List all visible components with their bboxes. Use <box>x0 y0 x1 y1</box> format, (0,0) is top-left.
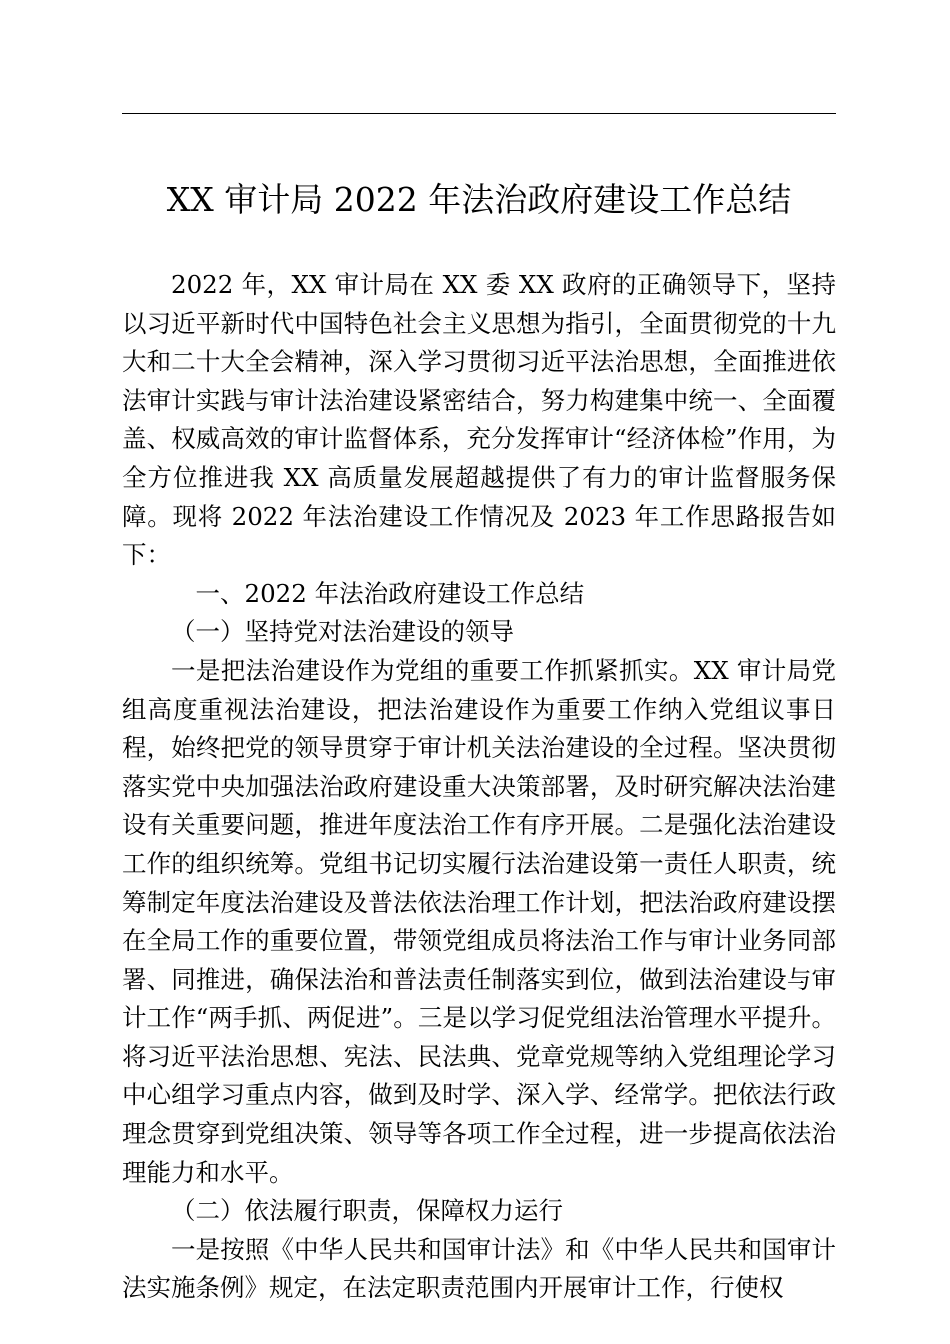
intro-paragraph: 2022 年，XX 审计局在 XX 委 XX 政府的正确领导下，坚持以习近平新时代中国特色社会主义思想为指引，全面贯彻党的十九大和二十大全会精神，深入学习贯彻习近平法治思想，全面推进依法审计实践与审计法治建设紧密结合，努力构建集中统一、全面覆盖、权威高效的审计监督体系，充分发挥审计“经济体检”作用，为全方位推进我 XX 高质量发展超越提供了有力的审计监督服务保障。现将 2022 年法治建设工作情况及 2023 年工作思路报告如下： <box>122 270 836 570</box>
header-rule <box>122 113 836 114</box>
section-heading: 一、2022 年法治政府建设工作总结 <box>195 578 585 608</box>
document-body <box>122 266 836 1308</box>
subsection-1-paragraph: 一是把法治建设作为党组的重要工作抓紧抓实。XX 审计局党组高度重视法治建设，把法治建设作为重要工作纳入党组议事日程，始终把党的领导贯穿于审计机关法治建设的全过程。坚决贯彻落实党中央加强法治政府建设重大决策部署，及时研究解决法治建设有关重要问题，推进年度法治工作有序开展。二是强化法治建设工作的组织统筹。党组书记切实履行法治建设第一责任人职责，统筹制定年度法治建设及普法依法治理工作计划，把法治政府建设摆在全局工作的重要位置，带领党组成员将法治工作与审计业务同部署、同推进，确保法治和普法责任制落实到位，做到法治建设与审计工作“两手抓、两促进”。三是以学习促党组法治管理水平提升。将习近平法治思想、宪法、民法典、党章党规等纳入党组理论学习中心组学习重点内容，做到及时学、深入学、经常学。把依法行政理念贯穿到党组决策、领导等各项工作全过程，进一步提高依法治理能力和水平。 <box>122 655 836 1187</box>
subsection-heading-1: （一）坚持党对法治建设的领导 <box>171 617 514 647</box>
subsection-heading-2: （二）依法履行职责，保障权力运行 <box>171 1196 563 1226</box>
subsection-2-paragraph: 一是按照《中华人民共和国审计法》和《中华人民共和国审计法实施条例》规定，在法定职责范围内开展审计工作，行使权 <box>122 1234 836 1303</box>
document-title: XX 审计局 2022 年法治政府建设工作总结 <box>166 180 792 219</box>
